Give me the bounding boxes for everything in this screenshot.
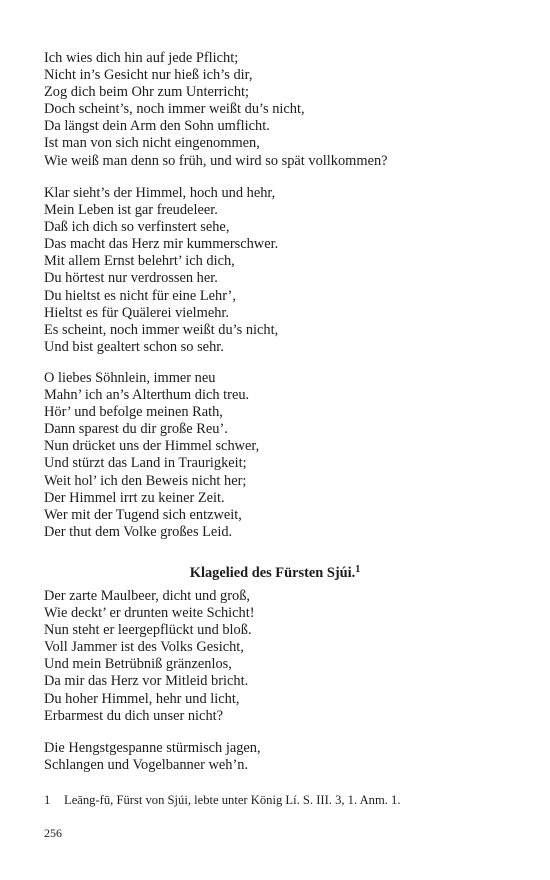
poem-line: Der zarte Maulbeer, dicht und groß, [44, 588, 251, 604]
poem-heading [0, 561, 550, 582]
poem-line: Nun steht er leergepflückt und bloß. [44, 622, 252, 639]
poem-line: Und mein Betrübniß gränzenlos, [44, 656, 232, 673]
poem-stanza [44, 50, 388, 170]
poem-line: Dann sparest du dir große Reu’. [44, 421, 228, 438]
poem-line: Da mir das Herz vor Mitleid bricht. [44, 673, 249, 690]
poem-line: Erbarmest du dich unser nicht? [44, 707, 224, 724]
poem-line: Mit allem Ernst belehrt’ ich dich, [44, 253, 235, 270]
poem-line: Du hoher Himmel, hehr und licht, [44, 690, 240, 707]
poem-line: Voll Jammer ist des Volks Gesicht, [44, 639, 244, 656]
poem-line: Klar sieht’s der Himmel, hoch und hehr, [44, 185, 276, 201]
poem-line: Du hörtest nur verdrossen her. [44, 270, 218, 287]
footnote [44, 792, 401, 808]
poem-line: Ich wies dich hin auf jede Pflicht; [44, 50, 239, 66]
poem-line: Daß ich dich so verfinstert sehe, [44, 219, 230, 236]
poem-line: Da längst dein Arm den Sohn umflicht. [44, 118, 270, 135]
poem-stanza [44, 740, 261, 774]
poem-line: Wie deckt’ er drunten weite Schicht! [44, 605, 255, 622]
footnote-marker: 1 [355, 564, 361, 575]
poem-line: Schlangen und Vogelbanner weh’n. [44, 757, 249, 774]
poem-line: Der thut dem Volke großes Leid. [44, 523, 233, 540]
poem-line: Mein Leben ist gar freudeleer. [44, 202, 218, 219]
poem-line: Du hieltst es nicht für eine Lehr’, [44, 287, 236, 304]
poem-line: Wer mit der Tugend sich entzweit, [44, 506, 242, 523]
poem-line: Nun drücket uns der Himmel schwer, [44, 438, 260, 455]
poem-stanza [44, 588, 255, 725]
poem-line: Ist man von sich nicht eingenommen, [44, 135, 260, 152]
poem-line: Und bist gealtert schon so sehr. [44, 338, 224, 355]
poem-stanza [44, 185, 278, 356]
poem-line: Wie weiß man denn so früh, und wird so spät vollkommen? [44, 152, 388, 169]
poem-line: Mahn’ ich an’s Alterthum dich treu. [44, 387, 250, 404]
footnote-text: Leāng-fū, Fürst von Sjúi, lebte unter König Lí. S. III. 3, 1. Anm. 1. [64, 793, 401, 807]
poem-stanza [44, 370, 259, 541]
poem-line: Es scheint, noch immer weißt du’s nicht, [44, 321, 279, 338]
poem-line: Das macht das Herz mir kummerschwer. [44, 236, 279, 253]
poem-line: Doch scheint’s, noch immer weißt du’s nicht, [44, 101, 305, 118]
poem-line: Hieltst es für Quälerei vielmehr. [44, 304, 230, 321]
poem-line: O liebes Söhnlein, immer neu [44, 370, 216, 386]
poem-line: Hör’ und befolge meinen Rath, [44, 404, 223, 421]
poem-title: Klagelied des Fürsten Sjúi. [189, 565, 356, 581]
poem-line: Nicht in’s Gesicht nur hieß ich’s dir, [44, 67, 253, 84]
footnote-number: 1 [44, 793, 51, 807]
poem-line: Und stürzt das Land in Traurigkeit; [44, 455, 247, 472]
poem-line: Die Hengstgespanne stürmisch jagen, [44, 740, 261, 756]
page-number: 256 [44, 826, 62, 840]
poem-line: Zog dich beim Ohr zum Unterricht; [44, 84, 250, 101]
poem-line: Der Himmel irrt zu keiner Zeit. [44, 489, 225, 506]
poem-line: Weit hol’ ich den Beweis nicht her; [44, 472, 247, 489]
